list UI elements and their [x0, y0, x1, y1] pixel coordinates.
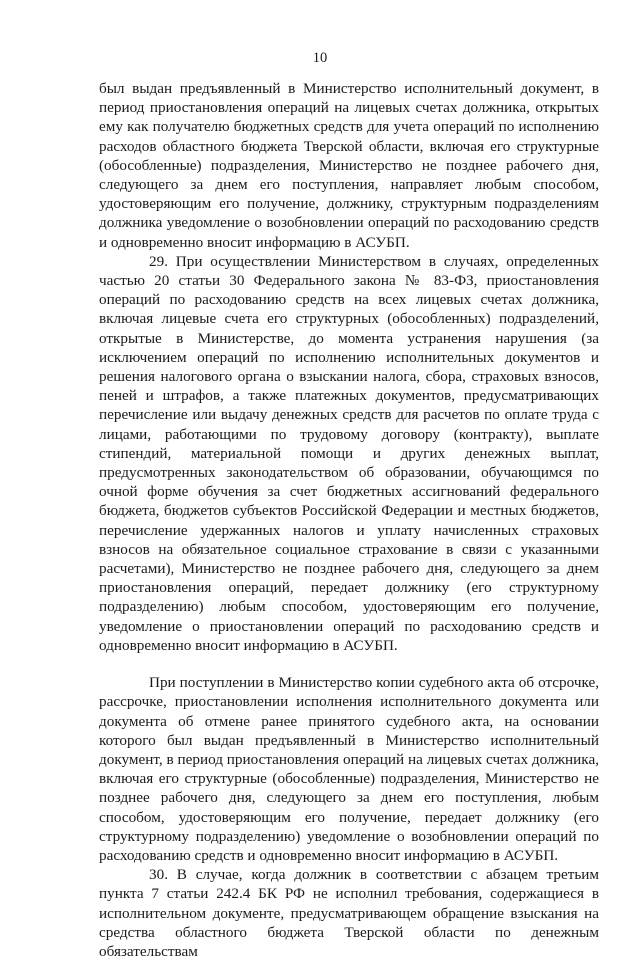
paragraph-continuation: был выдан предъявленный в Министерство исполнительный документ, в период приостановления операций на лицевых счетах должника, открытых ему как получателю бюджетных средств для учета операций по исполнению расходов областного бюджета Тверской области, включая его структурные (обособленные) подразделения, Министерство не позднее рабочего дня, следующего за днем его поступления, направляет любым способом, удостоверяющим его получение, должнику, структурным подразделениям должника уведомление о возобновлении операций по расходованию средств и одновременно вносит информацию в АСУБП.: [99, 80, 599, 251]
paragraph-item-29: 29. При осуществлении Министерством в случаях, определенных частью 20 статьи 30 Федерального закона № 83-ФЗ, приостановления операций по расходованию средств на всех лицевых счетах должника, включая лицевые счета его структурных (обособленных) подразделений, открытые в Министерстве, до момента устранения нарушения (за исключением операций по исполнению исполнительных документов и решения налогового органа о взыскании налога, сбора, страховых взносов, пеней и штрафов, а также платежных документов, предусматривающих перечисление или выдачу денежных средств для расчетов по оплате труда с лицами, работающими по трудовому договору (контракту), выплате стипендий, материальной помощи и других денежных выплат, предусмотренных законодательством об образовании, обучающимся по очной форме обучения за счет бюджетных ассигнований федерального бюджета, бюджетов субъектов Российской Федерации и местных бюджетов, перечисление удержанных налогов и уплату начисленных страховых взносов на обязательное социальное страхование в связи с указанными расчетами), Министерство не позднее рабочего дня, следующего за днем приостановления операций, передает должнику (его структурному подразделению) любым способом, удостоверяющим его получение, уведомление о приостановлении операций по расходованию средств и одновременно вносит информацию в АСУБП.: [99, 252, 599, 654]
paragraph-gap: [99, 655, 599, 673]
paragraph-court-act: При поступлении в Министерство копии судебного акта об отсрочке, рассрочке, приостановлении исполнения исполнительного документа или документа об отмене ранее принятого судебного акта, на основании которого был выдан предъявленный в Министерство исполнительный документ, в период приостановления операций на лицевых счетах должника, включая его структурные (обособленные) подразделения, Министерство не позднее рабочего дня, следующего за днем его поступления, любым способом, удостоверяющим его получение, передает должнику (его структурному подразделению) уведомление о возобновлении операций по расходованию средств и одновременно вносит информацию в АСУБП.: [99, 674, 599, 864]
page-number: 10: [312, 50, 328, 66]
document-body: [99, 79, 599, 961]
paragraph-item-30: 30. В случае, когда должник в соответствии с абзацем третьим пункта 7 статьи 242.4 БК РФ не исполнил требования, содержащиеся в исполнительном документе, предусматривающем обращение взыскания на средства областного бюджета Тверской области по денежным обязательствам: [99, 866, 599, 960]
